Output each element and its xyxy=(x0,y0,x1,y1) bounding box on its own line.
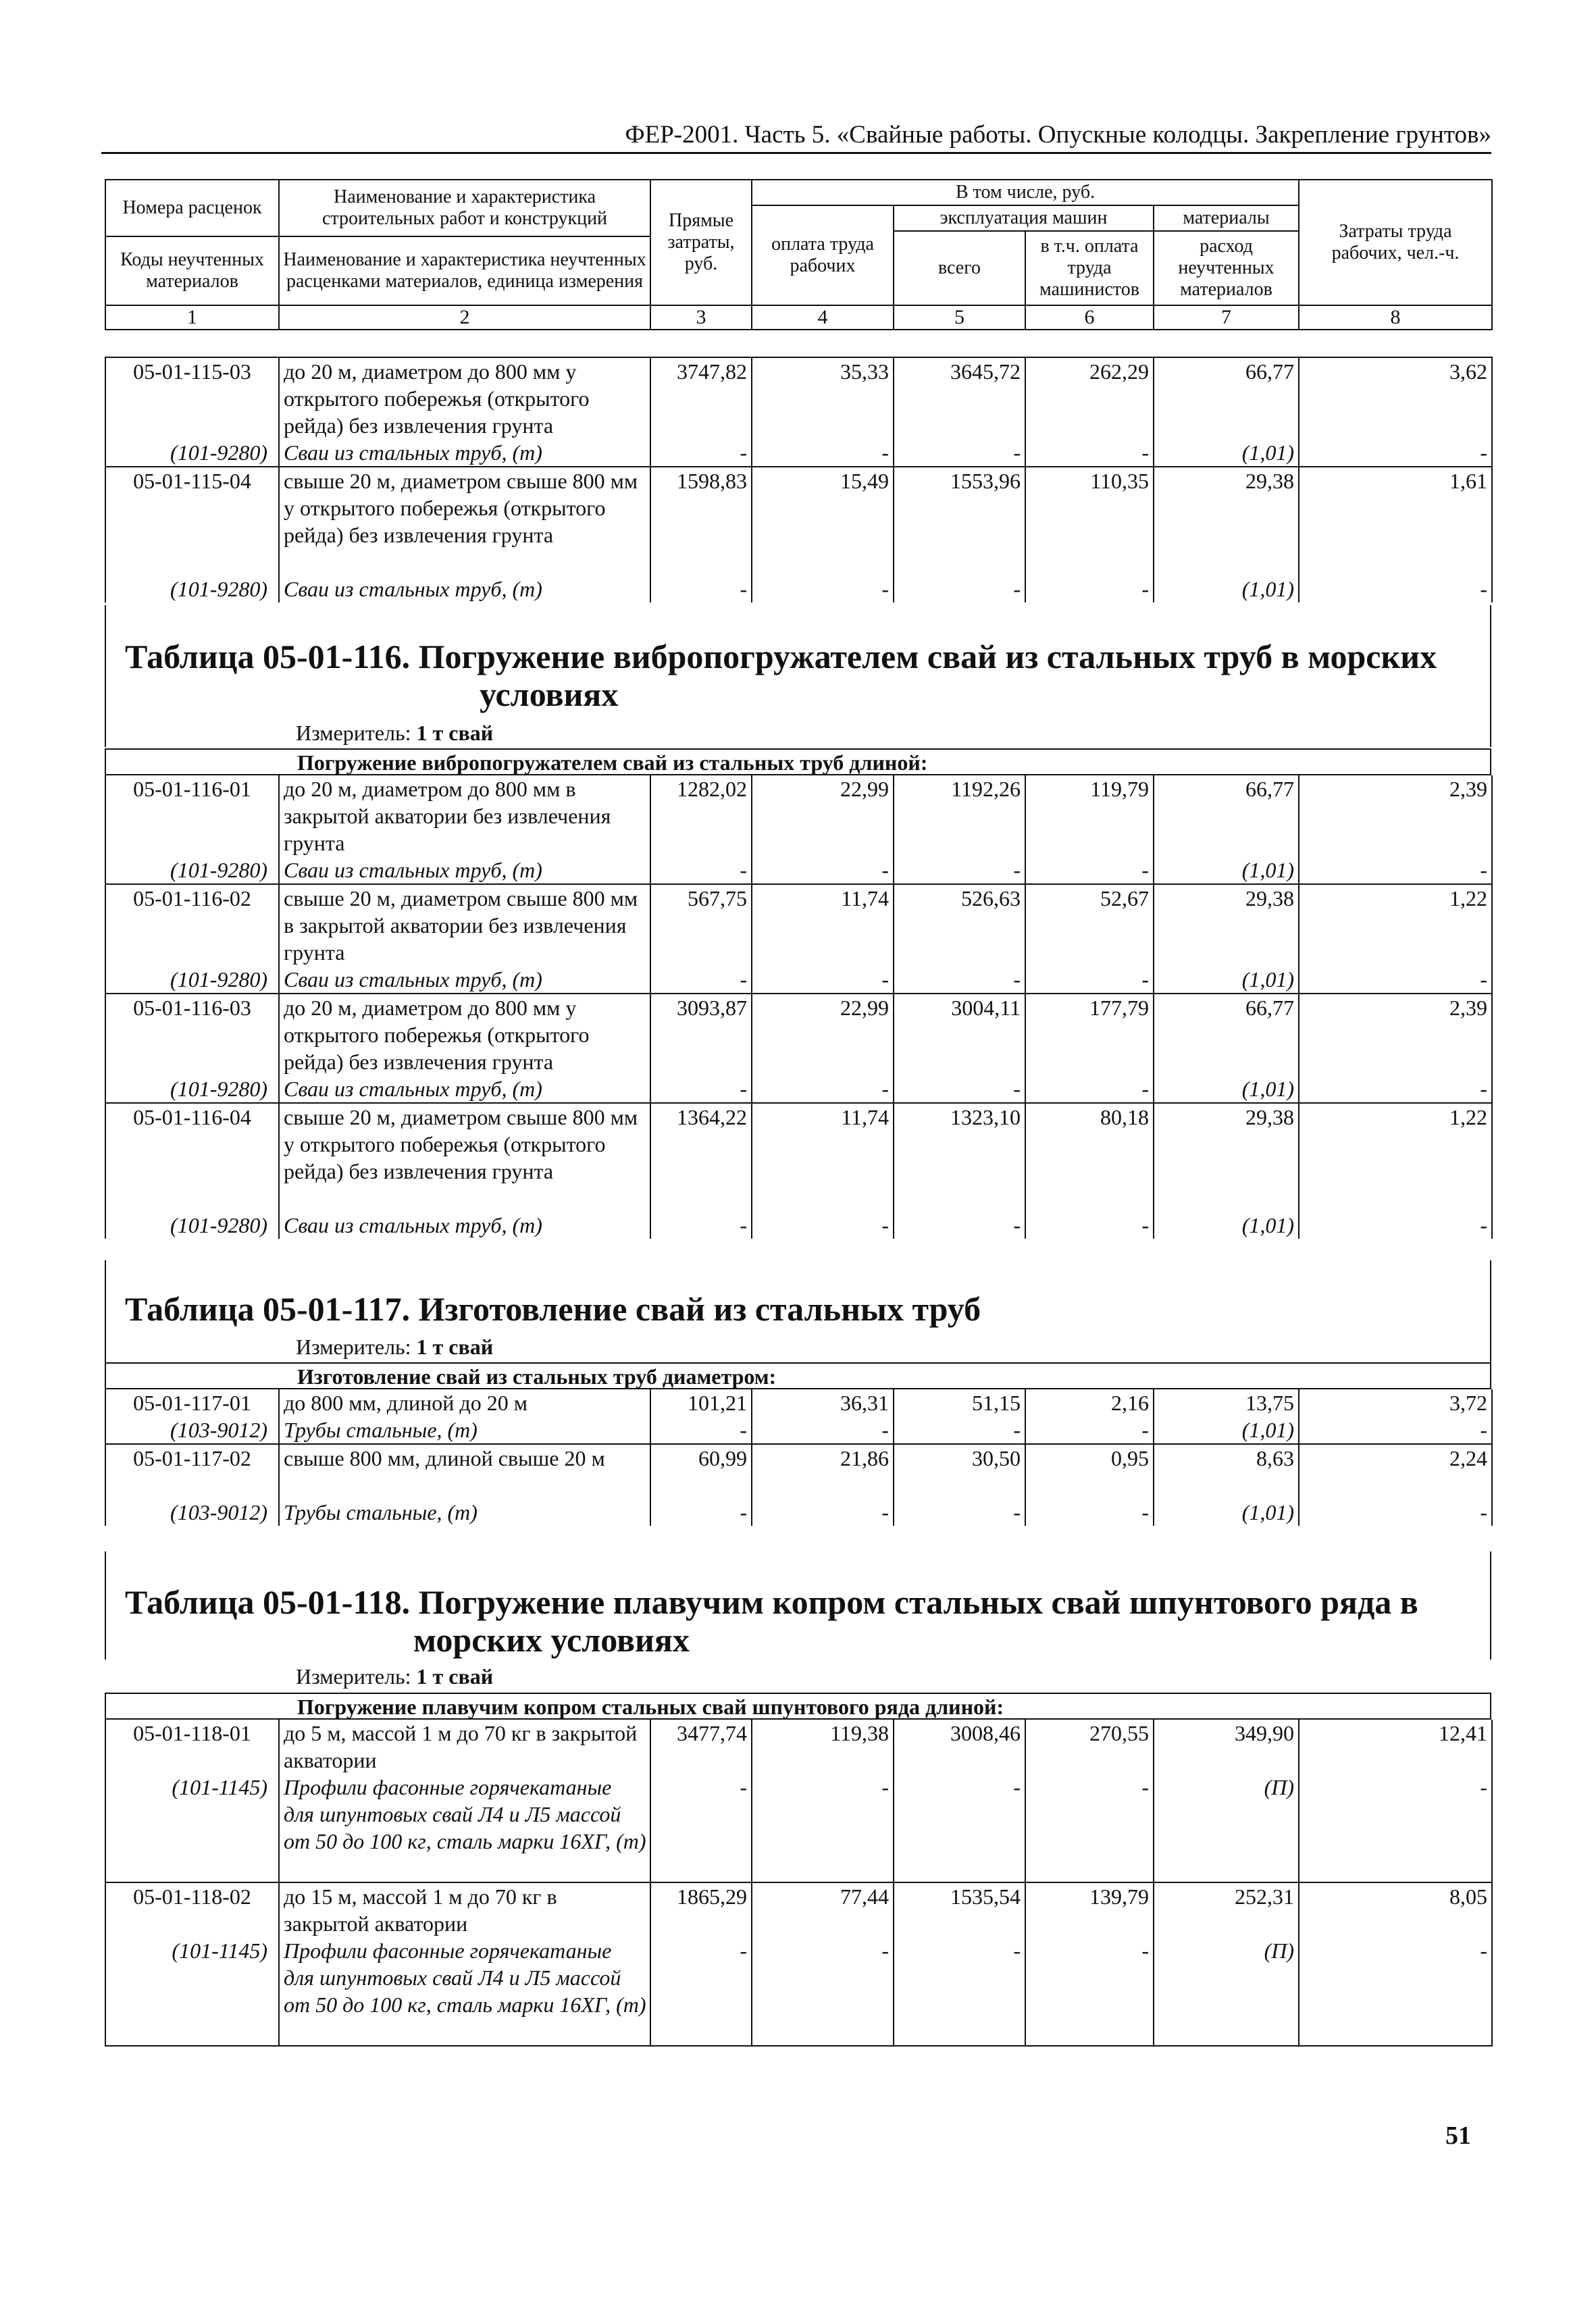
table-row: 05-01-117-02 свыше 800 мм, длиной свыше 20 м 60,99 21,86 30,50 0,95 8,63 2,24 xyxy=(105,1444,1492,1499)
running-head: ФЕР-2001. Часть 5. «Свайные работы. Опускные колодцы. Закрепление грунтов» xyxy=(625,121,1491,149)
header-col-number: 1 xyxy=(105,305,279,330)
table-row: 05-01-115-04 свыше 20 м, диаметром свыше 800 мм у открытого побережья (открытого рейда) без извлечения грунта 1598,83 15,49 1553,96 110,35 29,38 1,61 xyxy=(105,467,1492,575)
material-row: (101-1145) Профили фасонные горячекатаные для шпунтовых свай Л4 и Л5 массой от 50 до 100 кг, сталь марки 16ХГ, (т) - - - - (П) - xyxy=(105,1937,1492,2046)
header-machines-total: всего xyxy=(894,231,1025,305)
material-row: (103-9012) Трубы стальные, (т) - - - - (1,01) - xyxy=(105,1416,1492,1444)
table-row: 05-01-116-04 свыше 20 м, диаметром свыше 800 мм у открытого побережья (открытого рейда) без извлечения грунта 1364,22 11,74 1323,10 80,18 29,38 1,22 xyxy=(105,1103,1492,1212)
table-115-rows xyxy=(105,357,1493,602)
margin-line xyxy=(1490,1551,1491,1660)
header-machinist-pay: в т.ч. оплата труда машинистов xyxy=(1025,231,1154,305)
material-row: (101-1145) Профили фасонные горячекатаные для шпунтовых свай Л4 и Л5 массой от 50 до 100 кг, сталь марки 16ХГ, (т) - - - - (П) - xyxy=(105,1774,1492,1882)
column-header xyxy=(105,179,1493,330)
material-row: (101-9280) Сваи из стальных труб, (т) - - - - (1,01) - xyxy=(105,575,1492,602)
table-117-rows xyxy=(105,1389,1493,1526)
table-row: 05-01-116-02 свыше 20 м, диаметром свыше 800 мм в закрытой акватории без извлечения грунта 567,75 11,74 526,63 52,67 29,38 1,22 xyxy=(105,884,1492,966)
header-direct-costs: Прямые затраты, руб. xyxy=(650,180,752,305)
header-col-number: 7 xyxy=(1154,305,1299,330)
header-labor-pay: оплата труда рабочих xyxy=(752,205,894,305)
table-116-subheading: Погружение вибропогружателем свай из стальных труб длиной: xyxy=(105,748,1491,775)
header-materials: материалы xyxy=(1154,205,1299,231)
header-code: Номера расценок xyxy=(105,180,279,236)
material-row: (101-9280) Сваи из стальных труб, (т) - - - - (1,01) - xyxy=(105,966,1492,994)
header-rule xyxy=(101,152,1491,154)
margin-line xyxy=(105,1551,106,1660)
table-116-rows xyxy=(105,775,1493,1239)
table-118-subheading: Погружение плавучим копром стальных свай шпунтового ряда длиной: xyxy=(105,1693,1491,1720)
table-118-rows xyxy=(105,1720,1493,2047)
table-row: 05-01-116-01 до 20 м, диаметром до 800 мм в закрытой акватории без извлечения грунта 1282,02 22,99 1192,26 119,79 66,77 2,39 xyxy=(105,775,1492,856)
table-row: 05-01-116-03 до 20 м, диаметром до 800 мм у открытого побережья (открытого рейда) без извлечения грунта 3093,87 22,99 3004,11 177,79 66,77 2,39 xyxy=(105,994,1492,1075)
material-row: (101-9280) Сваи из стальных труб, (т) - - - - (1,01) - xyxy=(105,856,1492,884)
table-row: 05-01-118-02 до 15 м, массой 1 м до 70 кг в закрытой акватории 1865,29 77,44 1535,54 139,79 252,31 8,05 xyxy=(105,1882,1492,1937)
margin-line xyxy=(1490,1260,1491,1368)
header-col-number: 3 xyxy=(650,305,752,330)
header-including: В том числе, руб. xyxy=(752,180,1299,205)
header-machines: эксплуатация машин xyxy=(894,205,1154,231)
margin-line xyxy=(1490,605,1491,747)
material-row: (101-9280) Сваи из стальных труб, (т) - - - - (1,01) - xyxy=(105,1075,1492,1103)
table-118-title: Таблица 05-01-118. Погружение плавучим копром стальных свай шпунтового ряда в xyxy=(125,1583,1418,1621)
table-row: 05-01-117-01 до 800 мм, длиной до 20 м 101,21 36,31 51,15 2,16 13,75 3,72 xyxy=(105,1389,1492,1416)
table-116-title: Таблица 05-01-116. Погружение вибропогружателем свай из стальных труб в морских xyxy=(125,638,1437,675)
table-row: 05-01-115-03 до 20 м, диаметром до 800 мм у открытого побережья (открытого рейда) без извлечения грунта 3747,82 35,33 3645,72 262,29 66,77 3,62 xyxy=(105,357,1492,439)
material-row: (103-9012) Трубы стальные, (т) - - - - (1,01) - xyxy=(105,1499,1492,1526)
material-row: (101-9280) Сваи из стальных труб, (т) - - - - (1,01) - xyxy=(105,1212,1492,1239)
material-row: (101-9280) Сваи из стальных труб, (т) - - - - (1,01) - xyxy=(105,439,1492,467)
table-116-title-cont: условиях xyxy=(480,675,619,713)
header-col-number: 6 xyxy=(1025,305,1154,330)
header-material-name: Наименование и характеристика неучтенных расценками материалов, единица измерения xyxy=(279,236,650,305)
header-col-number: 8 xyxy=(1299,305,1492,330)
table-117-subheading: Изготовление свай из стальных труб диаметром: xyxy=(105,1362,1491,1389)
table-row: 05-01-118-01 до 5 м, массой 1 м до 70 кг в закрытой акватории 3477,74 119,38 3008,46 270,55 349,90 12,41 xyxy=(105,1720,1492,1774)
header-name: Наименование и характеристика строительных работ и конструкций xyxy=(279,180,650,236)
header-col-number: 5 xyxy=(894,305,1025,330)
margin-line xyxy=(105,1260,106,1368)
header-col-number: 4 xyxy=(752,305,894,330)
table-116-meter: Измеритель: 1 т свай xyxy=(296,721,494,745)
header-material-code: Коды неучтенных материалов xyxy=(105,236,279,305)
margin-line xyxy=(105,605,106,747)
table-117-meter: Измеритель: 1 т свай xyxy=(296,1335,494,1359)
header-materials-use: расход неучтенных материалов xyxy=(1154,231,1299,305)
header-labor: Затраты труда рабочих, чел.-ч. xyxy=(1299,180,1492,305)
page-number: 51 xyxy=(1445,2122,1471,2150)
header-col-number: 2 xyxy=(279,305,650,330)
table-118-meter: Измеритель: 1 т свай xyxy=(296,1664,494,1689)
table-118-title-cont: морских условиях xyxy=(413,1621,690,1659)
table-117-title: Таблица 05-01-117. Изготовление свай из стальных труб xyxy=(125,1290,981,1328)
